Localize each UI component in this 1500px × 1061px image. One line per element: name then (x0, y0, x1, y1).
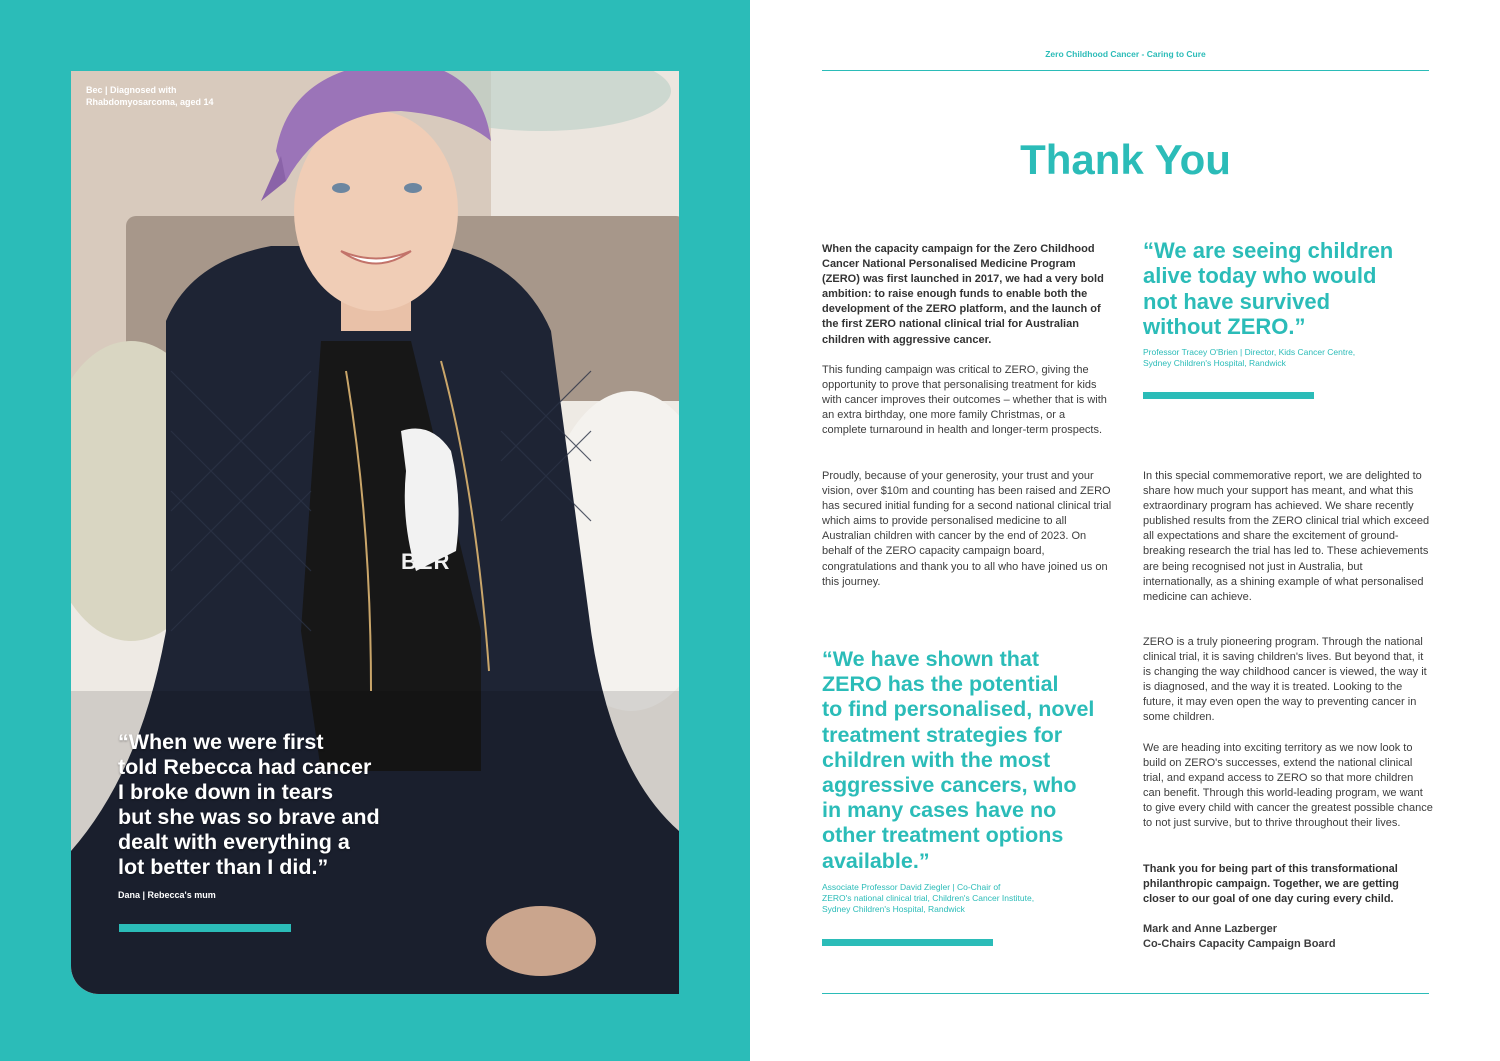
photo-caption-line: Rhabdomyosarcoma, aged 14 (86, 97, 214, 107)
quote-line: without ZERO.” (1143, 313, 1306, 339)
quote-line: to find personalised, novel (822, 697, 1095, 722)
quote-line: in many cases have no (822, 798, 1057, 823)
signatory-title: Co-Chairs Capacity Campaign Board (1143, 938, 1336, 950)
attribution-line: Associate Professor David Ziegler | Co-Chair of (822, 882, 1001, 892)
pull-quote-attribution: Dana | Rebecca's mum (118, 890, 216, 900)
body-paragraph: Proudly, because of your generosity, your trust and your vision, over $10m and counting has been raised and ZERO has secured initial funding for a second national clinical trial which aims to provide personalised medicine to all Australian children with cancer by the end of 2023. On behalf of the ZERO capacity campaign board, congratulations and thank you to all who have joined us on this journey. (822, 470, 1112, 588)
quote-line: “We are seeing children (1143, 238, 1394, 263)
quote-line: alive today who would (1143, 263, 1377, 289)
attribution-line: Sydney Children's Hospital, Randwick (1143, 358, 1286, 369)
accent-bar (119, 924, 291, 932)
quote-line: other treatment options (822, 823, 1064, 848)
body-paragraph: In this special commemorative report, we are delighted to share how much your support has meant, and what this extraordinary program has achieved. We share recently published results from the ZERO clinical trial which exceed all expectations and share the excitement of ground-breaking research the trial has led to. These achievements are being recognised not just in Australia, but internationally, as a shining example of what personalised medicine can achieve. (1143, 470, 1430, 603)
body-paragraph: We are heading into exciting territory as we now look to build on ZERO's successes, extend the national clinical trial, and expand access to ZERO so that more children can benefit. Through this world-leading program, we want to give every child with cancer the greatest possible chance to not just survive, but to thrive throughout their lives. (1143, 742, 1433, 830)
quote-line: available.” (822, 848, 930, 873)
bottom-divider (822, 993, 1429, 994)
running-head: Zero Childhood Cancer - Caring to Cure (1045, 49, 1206, 59)
page-title: Thank You (1020, 136, 1231, 183)
accent-bar (1143, 392, 1314, 399)
intro-paragraph: When the capacity campaign for the Zero Childhood Cancer National Personalised Medicine Program (ZERO) was first launched in 2017, we had a very bold ambition: to raise enough funds to enable both the development of the ZERO platform, and the launch of the first ZERO national clinical trial for Australian children with aggressive cancer. (822, 243, 1104, 346)
quote-line: “We have shown that (822, 647, 1040, 671)
attribution-line: Professor Tracey O'Brien | Director, Kids Cancer Centre, (1143, 347, 1356, 357)
body-paragraph: ZERO is a truly pioneering program. Through the national clinical trial, it is saving children's lives. But beyond that, it is changing the way childhood cancer is viewed, the way it is diagnosed, and the way it is treated. Looking to the future, it may even open the way to preventing cancer in some children. (1143, 636, 1427, 724)
quote-line: told Rebecca had cancer (118, 755, 372, 779)
quote-line: lot better than I did.” (118, 855, 329, 879)
quote-attribution-obrien (1143, 347, 1433, 369)
closing-paragraph: Thank you for being part of this transformational philanthropic campaign. Together, we are getting closer to our goal of one day curing every child. (1143, 863, 1399, 906)
attribution-line: Sydney Children's Hospital, Randwick (822, 904, 965, 915)
quote-line: I broke down in tears (118, 780, 334, 804)
top-divider (822, 70, 1429, 71)
quote-line: children with the most (822, 747, 1051, 772)
photo-caption-line: Bec | Diagnosed with (86, 85, 177, 95)
pull-quote-parent (118, 730, 418, 880)
signatory-names: Mark and Anne Lazberger (1143, 923, 1278, 935)
attribution-line: ZERO's national clinical trial, Children's Cancer Institute, (822, 893, 1035, 904)
quote-line: treatment strategies for (822, 722, 1063, 747)
quote-line: aggressive cancers, who (822, 773, 1077, 798)
quote-line: “When we were first (118, 730, 324, 754)
quote-line: but she was so brave and (118, 805, 380, 829)
body-paragraph: This funding campaign was critical to ZERO, giving the opportunity to prove that personalising treatment for kids with cancer improves their outcomes – whether that is with an extra birthday, one more family Christmas, or a complete turnaround in health and longer-term prospects. (822, 364, 1107, 437)
accent-bar (822, 939, 993, 946)
shirt-print-text: BER (401, 549, 451, 574)
quote-line: dealt with everything a (118, 830, 350, 854)
pull-quote-obrien (1143, 238, 1433, 339)
photo-caption (86, 84, 326, 108)
quote-line: ZERO has the potential (822, 672, 1059, 697)
pull-quote-ziegler (822, 647, 1112, 874)
quote-line: not have survived (1143, 288, 1331, 314)
quote-attribution-ziegler (822, 882, 1122, 916)
